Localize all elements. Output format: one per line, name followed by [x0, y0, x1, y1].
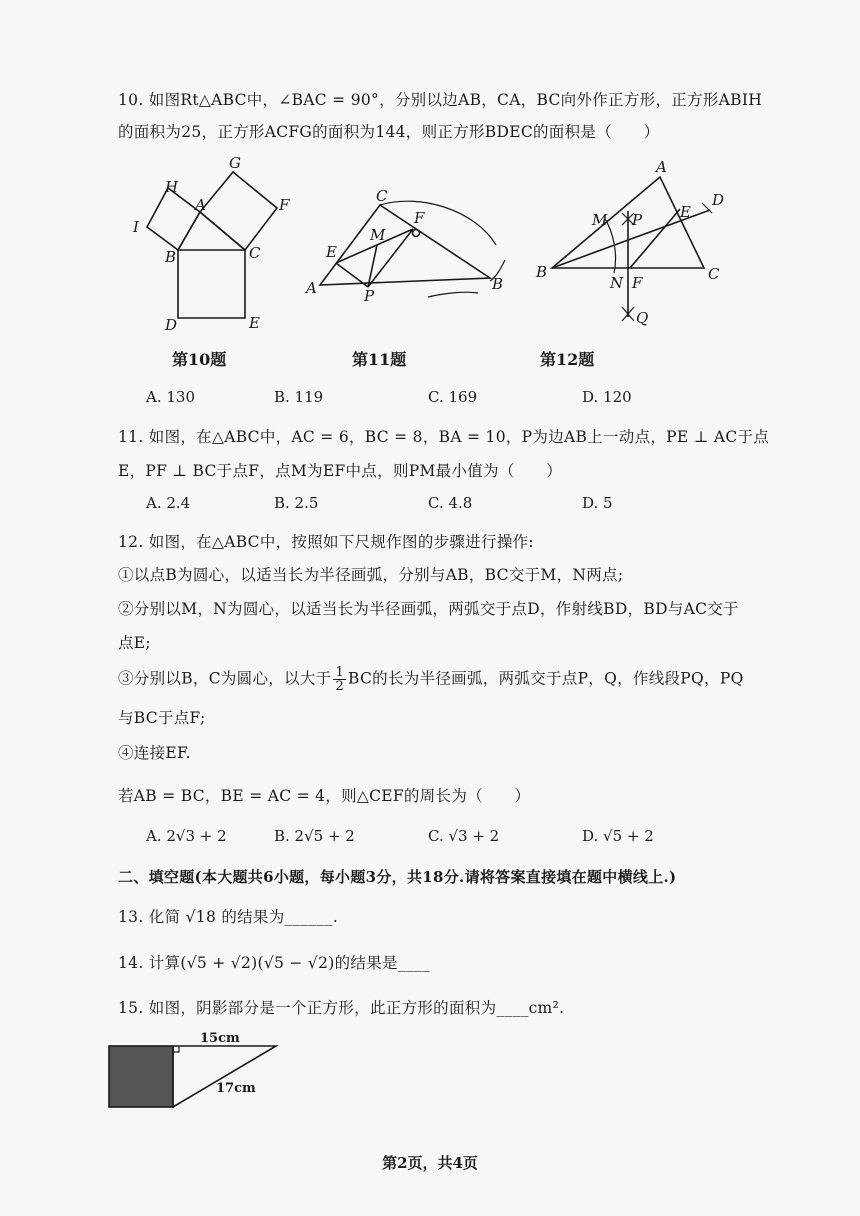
- figure-15: [104, 1028, 294, 1118]
- label-C: C: [376, 187, 388, 205]
- q12-option-d: D. √5 + 2: [582, 827, 654, 845]
- q14-text: 14. 计算(√5 + √2)(√5 − √2)的结果是____: [118, 954, 431, 972]
- q12-step-2b: 点E;: [118, 634, 151, 652]
- page-footer: 第2页，共4页: [382, 1154, 478, 1172]
- label-F: F: [279, 196, 290, 214]
- q11-option-a: A. 2.4: [146, 494, 191, 512]
- q10-option-d: D. 120: [582, 388, 632, 406]
- figure-11: [300, 185, 510, 305]
- label-F: F: [414, 209, 425, 227]
- q10-option-c: C. 169: [428, 388, 478, 406]
- label-B: B: [492, 275, 504, 293]
- label-C: C: [708, 265, 720, 283]
- label-E: E: [680, 203, 691, 221]
- label-A: A: [195, 196, 206, 214]
- q11-option-c: C. 4.8: [428, 494, 473, 512]
- q12-step-1: ①以点B为圆心，以适当长为半径画弧，分别与AB，BC交于M，N两点;: [118, 566, 624, 584]
- q12-option-b: B. 2√5 + 2: [274, 827, 355, 845]
- label-N: N: [610, 274, 624, 292]
- fig15-hyp-label: 17cm: [216, 1081, 256, 1096]
- q12-line-1: 12. 如图，在△ABC中，按照如下尺规作图的步骤进行操作:: [118, 533, 534, 551]
- q12-option-c: C. √3 + 2: [428, 827, 500, 845]
- q13-text: 13. 化简 √18 的结果为______.: [118, 908, 339, 926]
- q12-condition: 若AB = BC，BE = AC = 4，则△CEF的周长为（ ）: [118, 787, 531, 805]
- figure-12: [532, 155, 742, 330]
- q10-line-2: 的面积为25，正方形ACFG的面积为144，则正方形BDEC的面积是（ ）: [118, 123, 660, 141]
- label-A: A: [656, 158, 667, 176]
- q12-step-2a: ②分别以M，N为圆心，以适当长为半径画弧，两弧交于点D，作射线BD，BD与AC交于: [118, 600, 739, 618]
- label-P: P: [632, 211, 643, 229]
- label-I: I: [133, 218, 139, 236]
- q10-line-1: 10. 如图Rt△ABC中，∠BAC = 90°，分别以边AB，CA，BC向外作正方形，正方形ABIH: [118, 91, 763, 109]
- label-E: E: [326, 243, 337, 261]
- q10-option-a: A. 130: [146, 388, 195, 406]
- q12-step-4: ④连接EF.: [118, 744, 191, 762]
- q11-option-b: B. 2.5: [274, 494, 319, 512]
- fraction-numerator: 1: [335, 665, 345, 680]
- label-D: D: [165, 316, 178, 334]
- label-M: M: [370, 226, 386, 244]
- label-P: P: [364, 287, 375, 305]
- fraction-denominator: 2: [335, 679, 345, 694]
- caption-fig12: 第12题: [540, 350, 595, 369]
- q11-line-1: 11. 如图，在△ABC中，AC = 6，BC = 8，BA = 10，P为边AB上一动点，PE ⊥ AC于点: [118, 428, 770, 446]
- q12-step-3a-pre: ③分别以B，C为圆心，以大于: [118, 669, 332, 688]
- label-D: D: [712, 191, 725, 209]
- q12-step-3b: 与BC于点F;: [118, 709, 206, 727]
- caption-fig11: 第11题: [352, 350, 407, 369]
- label-E: E: [249, 314, 260, 332]
- q12-option-a: A. 2√3 + 2: [146, 827, 227, 845]
- label-H: H: [165, 178, 179, 196]
- q11-line-2: E，PF ⊥ BC于点F，点M为EF中点，则PM最小值为（ ）: [118, 462, 563, 480]
- figure-10: [125, 150, 315, 340]
- caption-fig10: 第10题: [172, 350, 227, 369]
- q12-step-3a: [118, 666, 744, 693]
- label-G: G: [229, 154, 241, 172]
- label-M: M: [592, 211, 608, 229]
- label-B: B: [536, 263, 548, 281]
- q10-option-b: B. 119: [274, 388, 324, 406]
- half-fraction: [333, 666, 346, 693]
- label-C: C: [249, 244, 261, 262]
- q15-text: 15. 如图，阴影部分是一个正方形，此正方形的面积为____cm².: [118, 999, 565, 1017]
- label-A: A: [306, 279, 317, 297]
- q11-option-d: D. 5: [582, 494, 613, 512]
- label-F: F: [632, 274, 643, 292]
- label-B: B: [165, 248, 177, 266]
- label-Q: Q: [636, 309, 649, 327]
- section-2-heading: 二、填空题(本大题共6小题，每小题3分，共18分.请将答案直接填在题中横线上.): [118, 868, 677, 886]
- fig15-top-label: 15cm: [200, 1031, 240, 1046]
- q12-step-3a-post: BC的长为半径画弧，两弧交于点P，Q，作线段PQ，PQ: [348, 669, 744, 688]
